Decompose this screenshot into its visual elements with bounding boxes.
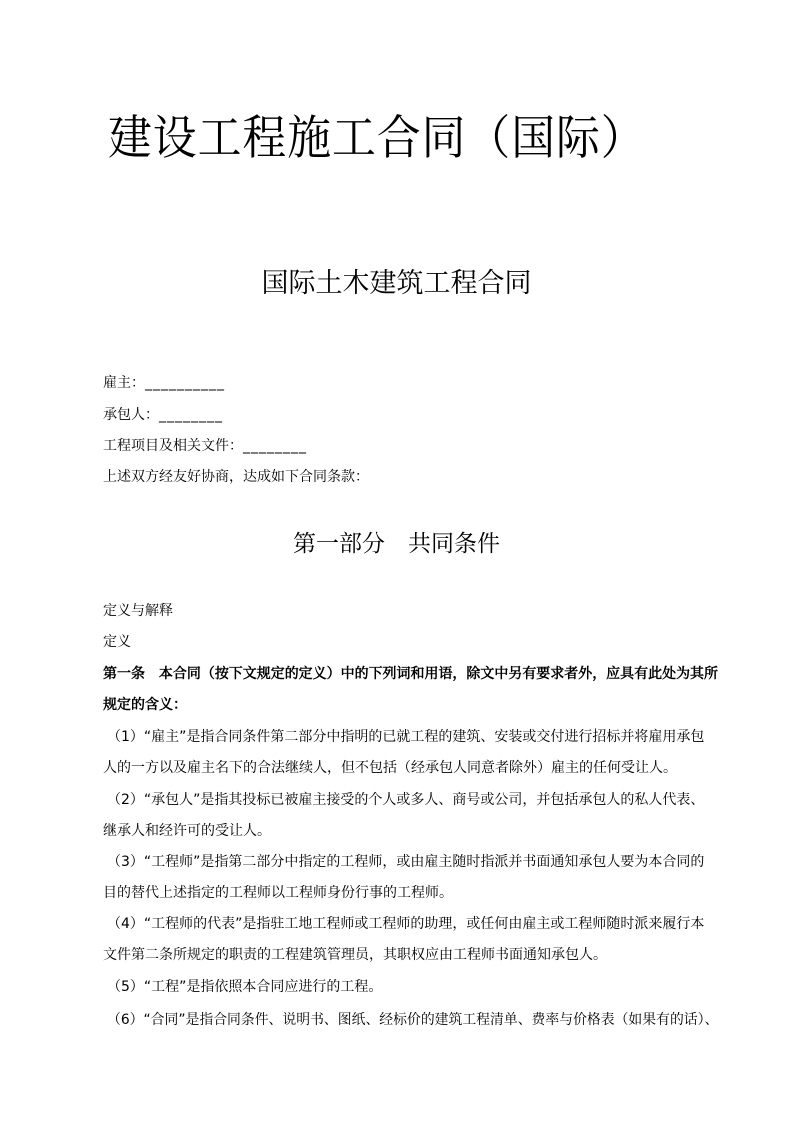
contractor-blank: ________: [159, 407, 223, 423]
item1-line1: （1）“雇主”是指合同条件第二部分中指明的已就工程的建筑、安装或交付进行招标并将雇用承包: [107, 729, 705, 745]
item2-line1: （2）“承包人”是指其投标已被雇主接受的个人或多人、商号或公司，并包括承包人的私人代表、: [107, 792, 705, 808]
heading-definitions: 定义: [103, 634, 131, 650]
agreement-line: 上述双方经友好协商，达成如下合同条款：: [103, 469, 369, 485]
document-title: 建设工程施工合同（国际）: [108, 111, 646, 166]
item3-line2: 目的替代上述指定的工程师以工程师身份行事的工程师。: [103, 885, 453, 901]
contractor-label: 承包人：: [103, 407, 159, 423]
document-subtitle: 国际土木建筑工程合同: [261, 268, 532, 299]
section-title: 第一部分 共同条件: [293, 531, 500, 557]
item5-line1: （5）“工程”是指依照本合同应进行的工程。: [107, 979, 383, 995]
employer-line: [103, 373, 225, 393]
project-blank: ________: [243, 438, 307, 454]
project-label: 工程项目及相关文件：: [103, 438, 243, 454]
contractor-line: [103, 405, 223, 425]
article1-line2: 规定的含义：: [103, 697, 187, 713]
item4-line2: 文件第二条所规定的职责的工程建筑管理员，其职权应由工程师书面通知承包人。: [103, 947, 607, 963]
project-line: [103, 436, 307, 456]
article1-line1: 第一条 本合同（按下文规定的定义）中的下列词和用语，除文中另有要求者外，应具有此处为其所: [103, 666, 718, 682]
heading-definitions-interpretation: 定义与解释: [103, 603, 173, 619]
employer-blank: __________: [145, 375, 225, 391]
item4-line1: （4）“工程师的代表”是指驻工地工程师或工程师的助理，或任何由雇主或工程师随时派来履行本: [107, 916, 705, 932]
item6-line1: （6）“合同”是指合同条件、说明书、图纸、经标价的建筑工程清单、费率与价格表（如果有的话）、: [107, 1012, 719, 1028]
item2-line2: 继承人和经许可的受让人。: [103, 823, 271, 839]
employer-label: 雇主：: [103, 375, 145, 391]
item1-line2: 人的一方以及雇主名下的合法继续人，但不包括（经承包人同意者除外）雇主的任何受让人。: [103, 760, 677, 776]
item3-line1: （3）“工程师”是指第二部分中指定的工程师，或由雇主随时指派并书面通知承包人要为本合同的: [107, 854, 705, 870]
